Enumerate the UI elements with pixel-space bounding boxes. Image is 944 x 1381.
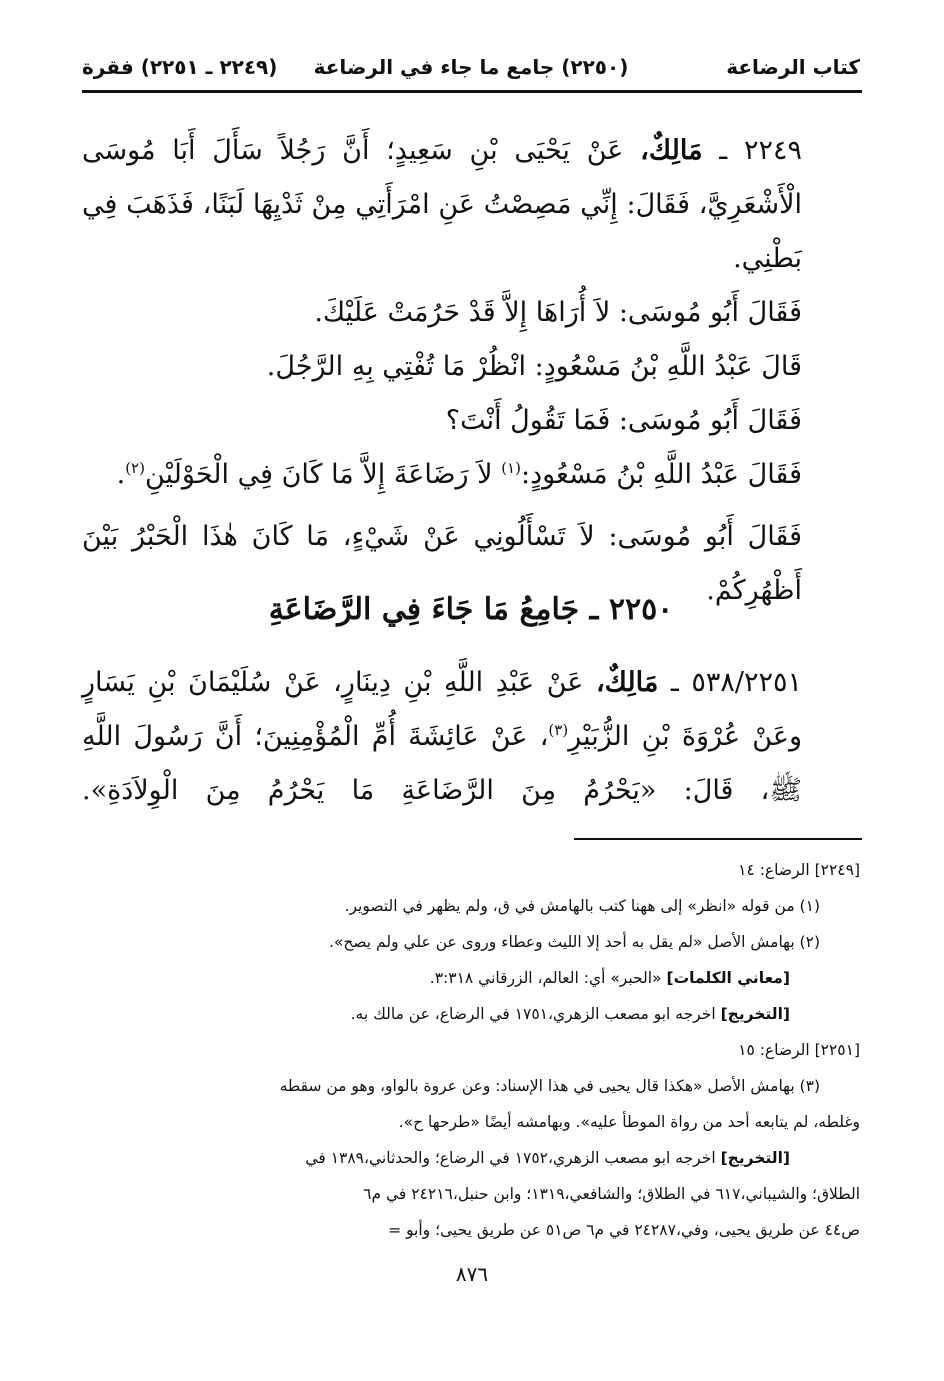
hadith-text: عَنْ عَبْدِ اللَّهِ بْنِ دِينَارٍ، عَنْ سُلَيْمَانَ بْنِ يَسَارٍ وعَنْ عُرْوَةَ بْنِ الزُّبَيْرِ bbox=[82, 667, 802, 752]
narrator-name: مَالِكٌ، bbox=[595, 667, 659, 698]
footnote-marker: (٢) bbox=[125, 459, 145, 477]
hadith-line: فَقَالَ أَبُو مُوسَى: فَمَا تَقُولُ أَنْتَ؟ bbox=[445, 405, 802, 436]
hadith-text: لاَ رَضَاعَةَ إِلاَّ مَا كَانَ فِي الْحَوْلَيْنِ bbox=[144, 459, 493, 490]
header-rule bbox=[82, 90, 862, 93]
section-label: [التخريج] bbox=[720, 1005, 790, 1023]
header-paragraph-range: (٢٢٤٩ ـ ٢٢٥١) فقرة bbox=[82, 55, 278, 79]
footnote-continued: وغلطه، لم يتابعه أحد من رواة الموطأ عليه». وبهامشه أيضًا «طرحها ح». bbox=[398, 1113, 860, 1131]
narrator-name: مَالِكٌ، bbox=[640, 135, 703, 166]
hadith-number: ٢٢٤٩ ـ bbox=[719, 135, 802, 166]
hadith-text: . bbox=[116, 459, 126, 490]
hadith-line bbox=[82, 448, 860, 502]
footnote: (٢) بهامش الأصل «لم يقل به أحد إلا الليث وعطاء وروى عن علي ولم يصح». bbox=[328, 933, 820, 951]
footnotes bbox=[82, 852, 860, 1248]
footnote: (١) من قوله «انظر» إلى ههنا كتب بالهامش في ق، ولم يظهر في التصوير. bbox=[344, 897, 820, 915]
word-meanings bbox=[82, 960, 860, 996]
footnote-marker: (١) bbox=[501, 459, 521, 477]
hadith-2249 bbox=[82, 124, 860, 618]
page-number: ٨٧٦ bbox=[455, 1262, 489, 1286]
hadith-2251 bbox=[82, 656, 860, 818]
running-header bbox=[82, 50, 860, 84]
section-label: [التخريج] bbox=[720, 1149, 790, 1167]
hadith-2251-text bbox=[82, 656, 860, 818]
footnote-continued: ص٤٤ عن طريق يحيى، وفي،٢٤٢٨٧ في م٦ ص٥١ عن طريق يحيى؛ وأبو = bbox=[388, 1221, 860, 1239]
hadith-2249-opening bbox=[82, 124, 860, 286]
header-book-title: كتاب الرضاعة bbox=[726, 55, 860, 79]
header-chapter-title: (٢٢٥٠) جامع ما جاء في الرضاعة bbox=[313, 55, 629, 79]
section-text: «الحبر» أي: العالم، الزرقاني ٣:٣١٨. bbox=[429, 969, 662, 987]
hadith-line: قَالَ عَبْدُ اللَّهِ بْنُ مَسْعُودٍ: انْظُرْ مَا تُفْتِي بِهِ الرَّجُلَ. bbox=[266, 351, 802, 382]
hadith-text: عَنْ يَحْيَى بْنِ سَعِيدٍ؛ أَنَّ رَجُلاً سَأَلَ أَبَا مُوسَى الْأَشْعَرِيَّ، فَقَالَ: إِنِّي مَصِصْتُ عَنِ امْرَأَتِي مِنْ ثَدْيِهَا لَبَنًا، فَذَهَبَ فِي بَطْنِي. bbox=[82, 135, 802, 274]
hadith-line: فَقَالَ أَبُو مُوسَى: لاَ تَسْأَلُونِي عَنْ شَيْءٍ، مَا كَانَ هٰذَا الْحَبْرُ بَيْنَ أَظْهُرِكُمْ. bbox=[82, 521, 802, 606]
section-text: اخرجه ابو مصعب الزهري،١٧٥١ في الرضاع، عن مالك به. bbox=[350, 1005, 716, 1023]
hadith-line: فَقَالَ أَبُو مُوسَى: لاَ أُرَاهَا إِلاَّ قَدْ حَرُمَتْ عَلَيْكَ. bbox=[314, 297, 802, 328]
section-text: اخرجه ابو مصعب الزهري،١٧٥٢ في الرضاع؛ والحدثاني،١٣٨٩ في bbox=[305, 1149, 716, 1167]
section-label: [معاني الكلمات] bbox=[666, 969, 790, 987]
hadith-text: ، عَنْ عَائِشَةَ أُمِّ الْمُؤْمِنِينَ؛ أَنَّ رَسُولَ اللَّهِ ﷺ، قَالَ: «يَحْرُمُ مِنَ الرَّضَاعَةِ مَا يَحْرُمُ مِنَ الْوِلاَدَةِ». bbox=[82, 721, 802, 806]
footnote-tag: [٢٢٥١] الرضاع: ١٥ bbox=[738, 1041, 860, 1059]
footnote-marker: (٣) bbox=[548, 721, 569, 739]
hadith-text: فَقَالَ عَبْدُ اللَّهِ بْنُ مَسْعُودٍ: bbox=[520, 459, 802, 490]
footnote-separator bbox=[574, 838, 862, 840]
footnote: (٣) بهامش الأصل «هكذا قال يحيى في هذا الإسناد: وعن عروة بالواو، وهو من سقطه bbox=[279, 1077, 820, 1095]
takhrij bbox=[82, 1140, 860, 1176]
footnote-continued: الطلاق؛ والشيباني،٦١٧ في الطلاق؛ والشافعي،١٣١٩؛ وابن حنبل،٢٤٢١٦ في م٦ bbox=[363, 1185, 860, 1203]
takhrij bbox=[82, 996, 860, 1032]
hadith-number: ٥٣٨/٢٢٥١ ـ bbox=[670, 667, 802, 698]
footnote-tag: [٢٢٤٩] الرضاع: ١٤ bbox=[738, 861, 860, 879]
chapter-heading: ٢٢٥٠ ـ جَامِعُ مَا جَاءَ فِي الرَّضَاعَةِ bbox=[268, 592, 674, 627]
